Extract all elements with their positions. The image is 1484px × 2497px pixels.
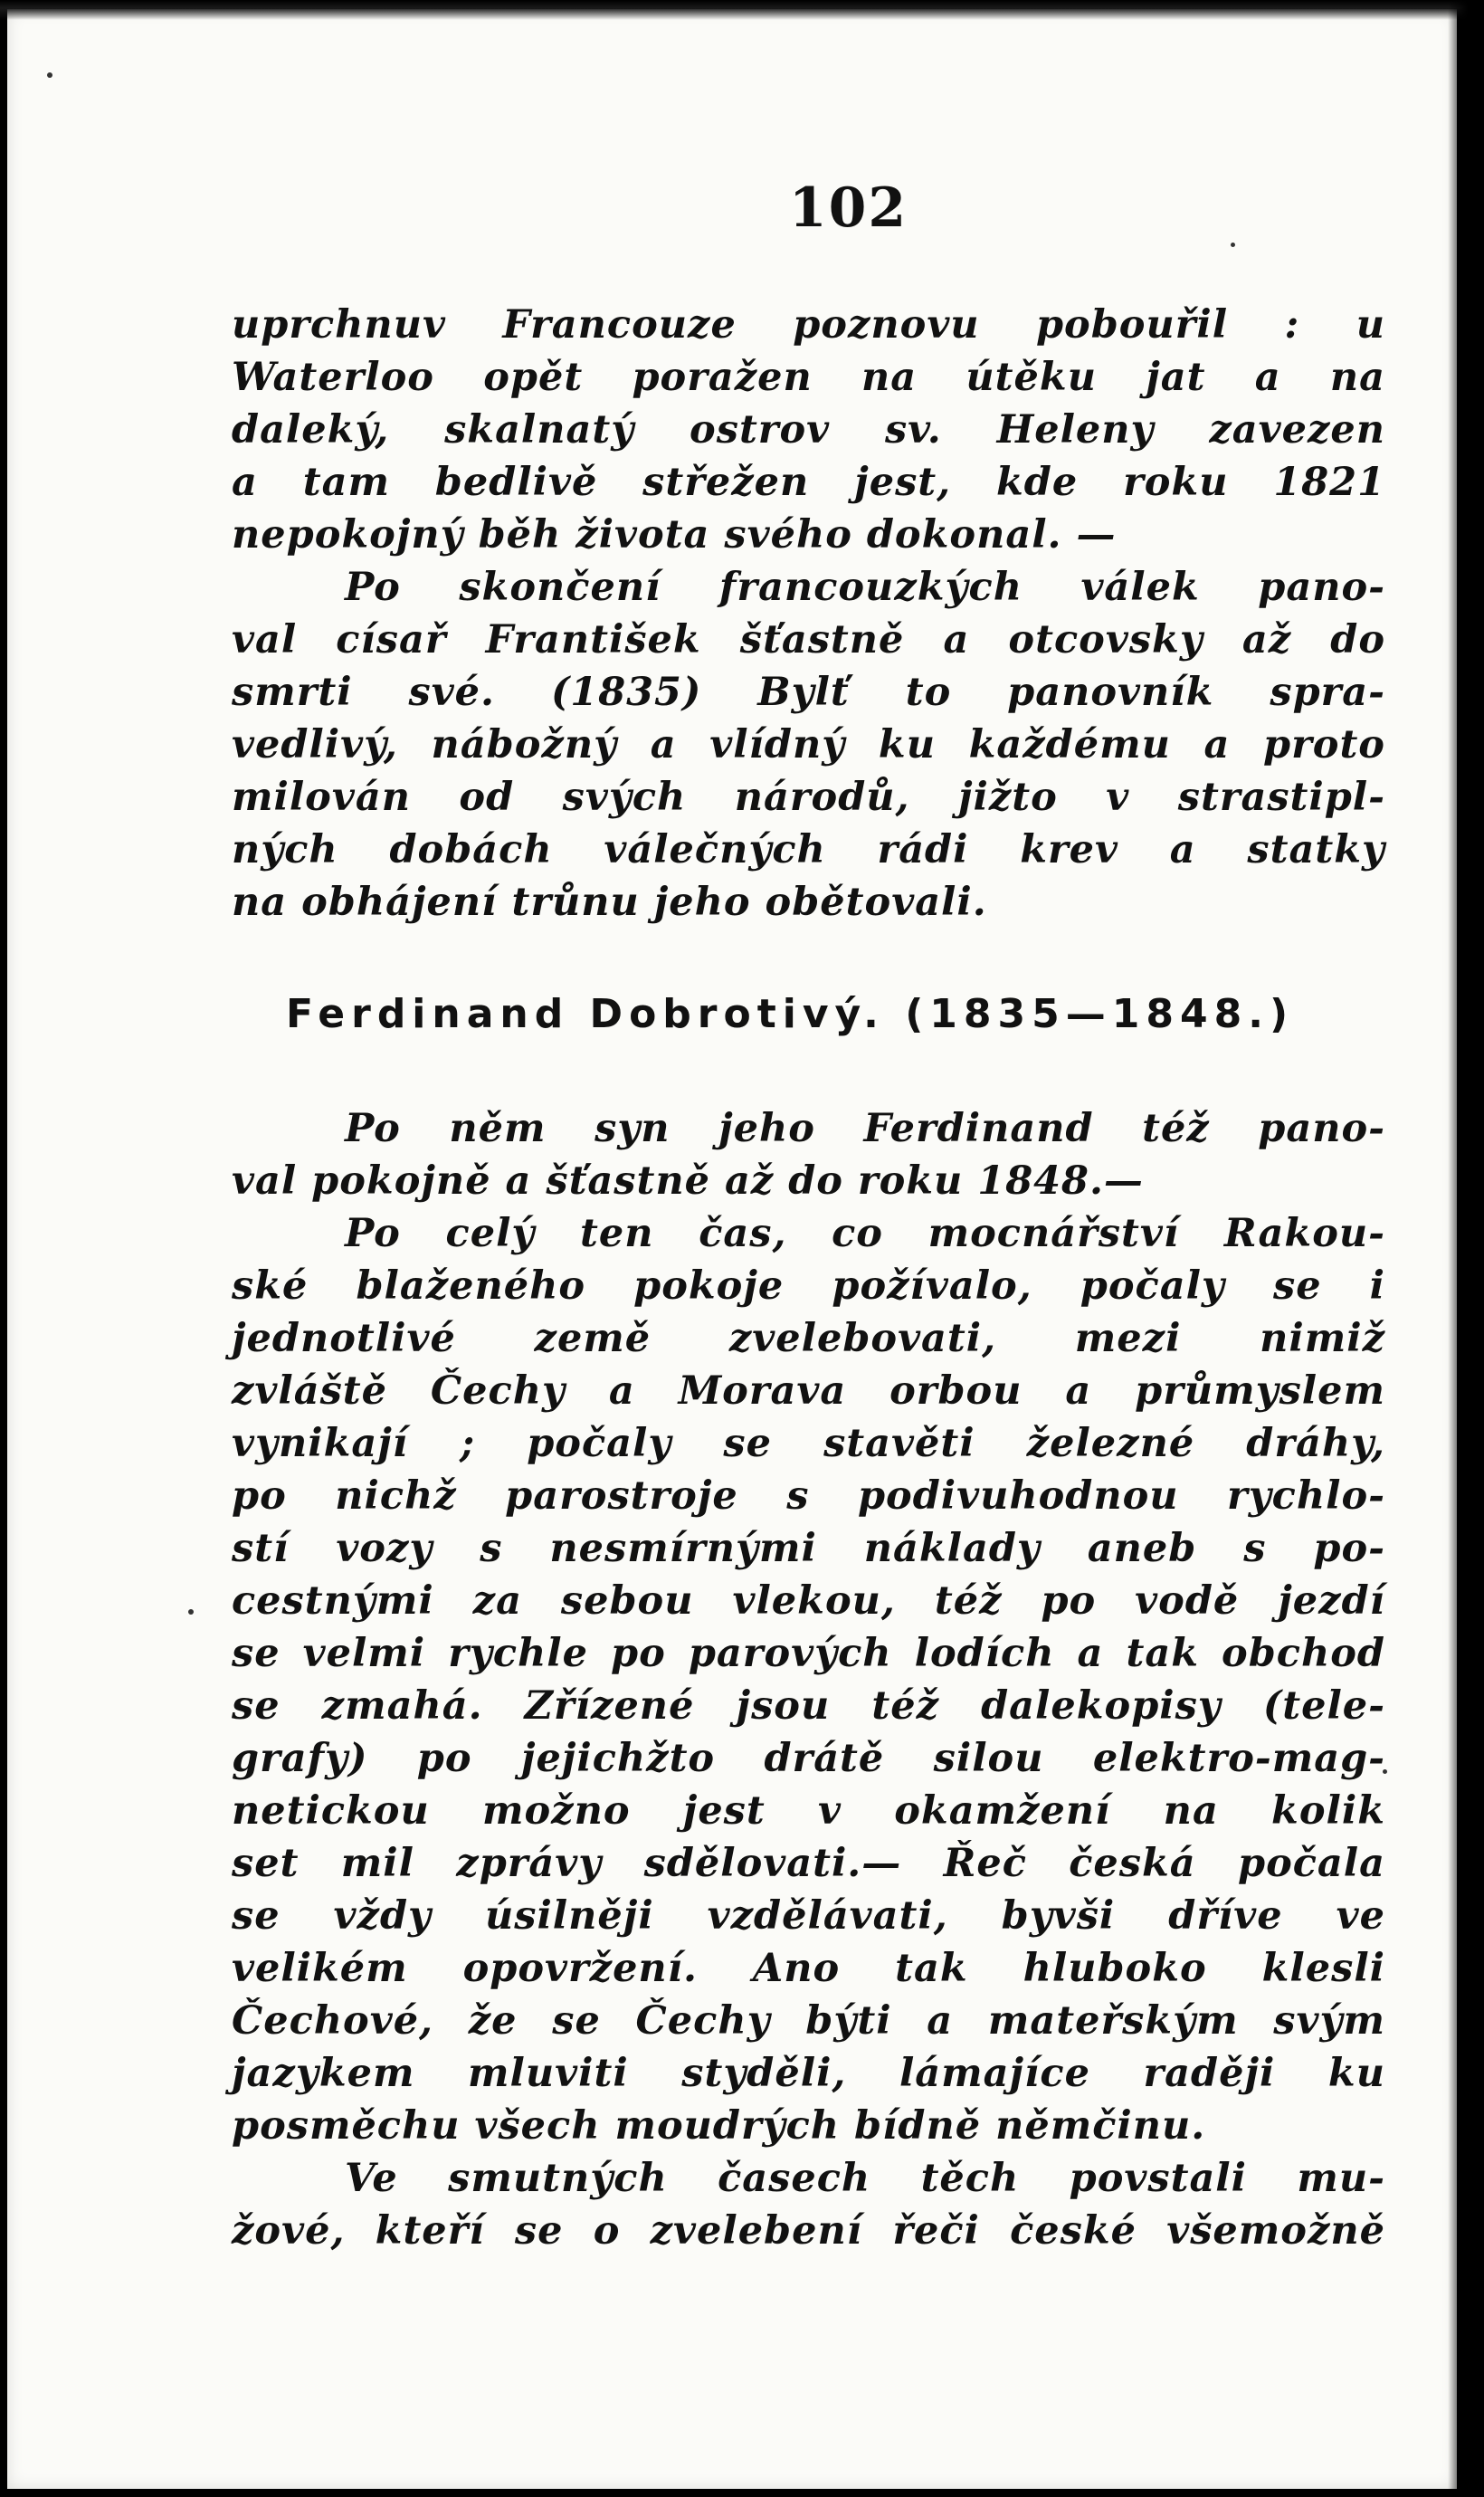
text-line: Waterloo opět poražen na útěku jat a na: [232, 355, 1385, 400]
text-line: nepokojný běh života svého dokonal. —: [232, 512, 1117, 558]
text-line: netickou možno jest v okamžení na kolik: [232, 1788, 1385, 1834]
text-line: milován od svých národů, jižto v strastipl-: [232, 775, 1385, 820]
text-line: zvláště Čechy a Morava orbou a průmyslem: [232, 1368, 1385, 1414]
text-line: ných dobách válečných rádi krev a statky: [232, 827, 1385, 872]
text-line: se vždy úsilněji vzdělávati, byvši dříve ve: [232, 1893, 1385, 1939]
text-line: Ve smutných časech těch povstali mu-: [345, 2156, 1385, 2201]
text-line: stí vozy s nesmírnými náklady aneb s po-: [232, 1526, 1385, 1571]
text-line: grafy) po jejichžto drátě silou elektro-mag-: [232, 1736, 1385, 1781]
text-line: daleký, skalnatý ostrov sv. Heleny zavezen: [232, 407, 1385, 453]
section-heading: Ferdinand Dobrotivý. (1835—1848.): [286, 991, 1295, 1037]
text-line: uprchnuv Francouze poznovu pobouřil : u: [232, 302, 1385, 348]
text-line: val císař František šťastně a otcovsky až do: [232, 617, 1385, 662]
text-line: Po celý ten čas, co mocnářství Rakou-: [345, 1211, 1385, 1256]
text-line: velikém opovržení. Ano tak hluboko klesli: [232, 1946, 1385, 1991]
text-line: vedlivý, nábožný a vlídný ku každému a proto: [232, 722, 1385, 767]
scan-edge-top: [0, 0, 1484, 20]
scan-edge-right: [1448, 0, 1484, 2497]
text-line: vynikají ; počaly se stavěti železné dráhy,: [232, 1421, 1385, 1466]
text-line: ské blaženého pokoje požívalo, počaly se i: [232, 1263, 1385, 1309]
text-line: žové, kteří se o zvelebení řeči české všemožně: [232, 2208, 1385, 2254]
page-number: 102: [788, 176, 908, 240]
text-line: val pokojně a šťastně až do roku 1848.—: [232, 1158, 1144, 1204]
text-line: a tam bedlivě střežen jest, kde roku 1821: [232, 460, 1385, 505]
scan-speck: [188, 1609, 194, 1615]
text-line: Po něm syn jeho Ferdinand též pano-: [345, 1106, 1385, 1151]
text-line: po nichž parostroje s podivuhodnou rychlo-: [232, 1473, 1385, 1519]
text-line: smrti své. (1835) Bylť to panovník spra-: [232, 670, 1385, 715]
paragraph-napoleon-francis: [232, 299, 1385, 929]
text-line: na obhájení trůnu jeho obětovali.: [232, 880, 987, 925]
text-line: se velmi rychle po parových lodích a tak obchod: [232, 1631, 1385, 1676]
text-line: Čechové, že se Čechy býti a mateřským svým: [232, 1998, 1385, 2044]
text-line: se zmahá. Zřízené jsou též dalekopisy (tele-: [232, 1683, 1385, 1729]
paragraph-ferdinand: [232, 1102, 1385, 2257]
scan-speck: [1231, 243, 1235, 247]
text-line: jednotlivé země zvelebovati, mezi nimiž: [232, 1316, 1385, 1361]
text-line: cestnými za sebou vlekou, též po vodě jezdí: [232, 1578, 1385, 1624]
text-line: jazykem mluviti styděli, lámajíce raději ku: [232, 2051, 1385, 2096]
scan-speck: [47, 72, 52, 78]
text-line: posměchu všech moudrých bídně němčinu.: [232, 2103, 1206, 2149]
text-line: Po skončení francouzkých válek pano-: [345, 565, 1385, 610]
text-line: set mil zprávy sdělovati.— Řeč česká počala: [232, 1841, 1385, 1886]
